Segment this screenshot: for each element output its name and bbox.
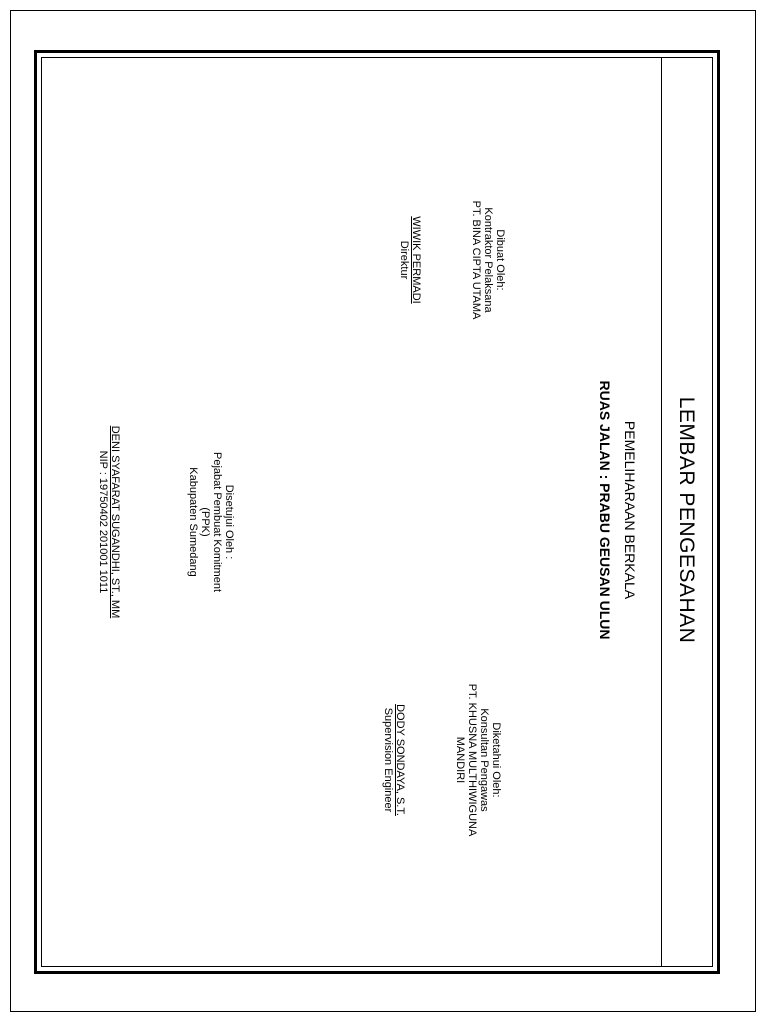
approver-region: Kabupaten Sumedang xyxy=(187,467,199,577)
contractor-signature-space xyxy=(444,201,470,320)
consultant-company-line1: PT. KHUSNA MULTHIWIGUNA xyxy=(466,683,478,837)
consultant-signature-space xyxy=(428,684,454,837)
approver-role: Pejabat Pembuat Komitment xyxy=(211,451,223,593)
contractor-signatory-name: WIWIK PERMADI xyxy=(410,216,422,304)
consultant-signature-block xyxy=(382,684,502,837)
contractor-signature-block xyxy=(398,201,506,320)
contractor-role: Kontraktor Pelaksana xyxy=(482,207,494,313)
title-divider-line xyxy=(661,57,662,967)
approver-signatory-name: DENI SYAFARAT SUGANDHI, ST., MM xyxy=(109,425,121,619)
contractor-heading: Dibuat Oleh: xyxy=(494,229,506,291)
approver-nip: NIP : 19750402 201001 1011 xyxy=(97,450,109,594)
consultant-role: Konsultan Pengawas xyxy=(478,708,490,812)
approver-heading: Disetujui Oleh : xyxy=(223,484,235,560)
approver-signature-block xyxy=(97,426,235,619)
contractor-signatory-position: Direktur xyxy=(398,240,410,280)
road-name: RUAS JALAN : PRABU GEUSAN ULUN xyxy=(597,380,613,640)
approver-abbr: (PPK) xyxy=(199,507,211,537)
approver-signature-space xyxy=(161,426,187,619)
contractor-company: PT. BINA CIPTA UTAMA xyxy=(470,200,482,320)
document-subtitle: PEMELIHARAAN BERKALA xyxy=(622,420,638,600)
consultant-company-line2: MANDIRI xyxy=(454,736,466,784)
consultant-signatory-position: Supervision Engineer xyxy=(382,707,394,813)
consultant-signatory-name: DODY SONDAYA, S.T. xyxy=(394,704,406,816)
document-title: LEMBAR PENGESAHAN xyxy=(675,396,698,644)
consultant-heading: Diketahui Oleh: xyxy=(490,722,502,798)
